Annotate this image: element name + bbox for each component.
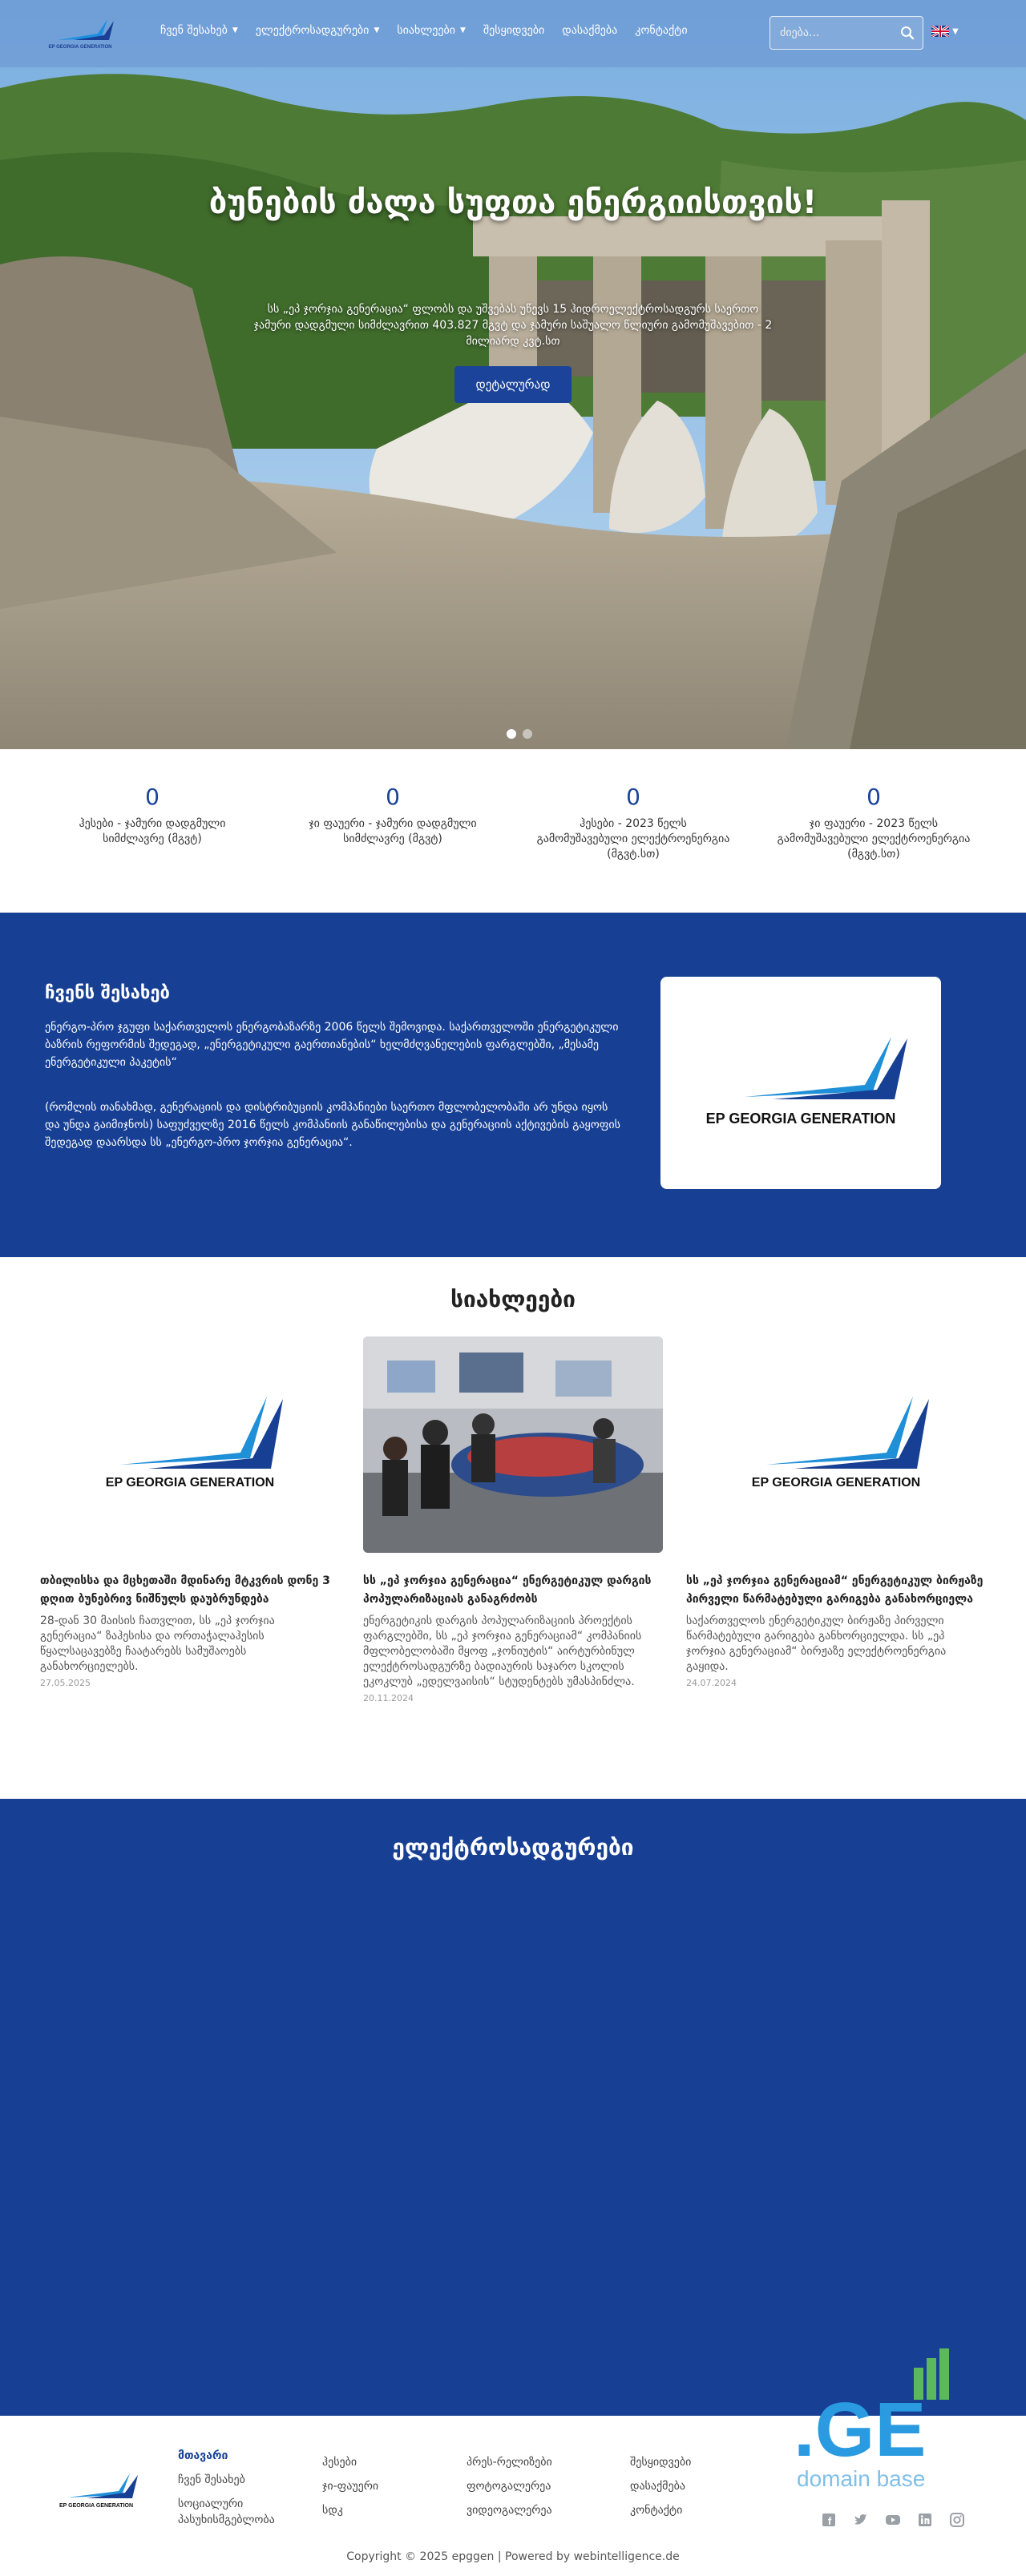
ep-logo[interactable] bbox=[48, 2470, 144, 2510]
about-section bbox=[0, 913, 1026, 1257]
stat-label: ჯი ფაუერი - ჯამური დადგმული სიმძლავრე (მგვტ) bbox=[309, 817, 477, 845]
logo-wordmark: EP GEORGIA GENERATION bbox=[105, 1476, 275, 1490]
hero-title: ბუნების ძალა სუფთა ენერგიისთვის! bbox=[208, 184, 818, 221]
footer-link-gpower[interactable]: ჯი-ფაუერი bbox=[322, 2480, 379, 2493]
linkedin-icon[interactable] bbox=[917, 2512, 933, 2528]
site-header bbox=[0, 0, 1026, 67]
facebook-icon[interactable] bbox=[821, 2512, 837, 2528]
news-date: 20.11.2024 bbox=[363, 1693, 414, 1703]
footer-link-csr[interactable]: სოციალური პასუხისმგებლობა bbox=[178, 2497, 275, 2526]
stat-value: 0 bbox=[626, 784, 640, 810]
footer-link-photo[interactable]: ფოტოგალერეა bbox=[467, 2480, 551, 2493]
stat-value: 0 bbox=[386, 784, 400, 810]
uk-flag-icon bbox=[931, 26, 949, 37]
language-switcher[interactable] bbox=[931, 26, 959, 37]
news-headline[interactable]: სს „ეპ ჯორჯია გენერაციამ“ ენერგეტიკულ ბირჟაზე პირველი წარმატებული გარიგება განახორციელა bbox=[686, 1574, 984, 1606]
news-excerpt: ენერგეტიკის დარგის პოპულარიზაციის პროექტის ფარგლებში, სს „ეპ ჯორჯია გენერაციამ“ კომპანიის მფლობელობაში მყოფ „ჯონიუტის“ აირტურბინულ ელექტროსადგურზე ბადიაურის საჯარო სკოლის ეკოკლუბ „ედელვაისის“ სტუდენტებს უმასპინძლა. bbox=[363, 1615, 642, 1688]
news-image[interactable] bbox=[686, 1336, 986, 1553]
ep-logo[interactable] bbox=[42, 16, 119, 51]
domain-base-badge[interactable] bbox=[794, 2336, 970, 2480]
footer-col-stations bbox=[322, 2454, 378, 2518]
main-nav bbox=[160, 24, 688, 37]
slider-dot-1[interactable] bbox=[507, 729, 516, 739]
social-links bbox=[821, 2512, 965, 2528]
news-image[interactable] bbox=[40, 1336, 340, 1553]
footer-link-sdk[interactable]: სდკ bbox=[322, 2504, 343, 2517]
ep-logo bbox=[677, 1021, 925, 1141]
domain-caption: domain base bbox=[797, 2466, 926, 2491]
stat-item bbox=[32, 781, 273, 893]
chevron-down-icon: ▼ bbox=[374, 26, 380, 34]
footer-link-hpp[interactable]: ჰესები bbox=[322, 2456, 357, 2469]
instagram-icon[interactable] bbox=[949, 2512, 965, 2528]
news-grid bbox=[40, 1336, 986, 1753]
about-paragraph: ენერგო-პრო ჯგუფი საქართველოს ენერგობაზარზე 2006 წელს შემოვიდა. საქართველოში ენერგეტიკული ბაზრის რეფორმის შედეგად, „ენერგეტიკული გაერთიანების“ ხელმძღვანელების ფარგლებში, „მესამე ენერგეტიკული პაკეტის“ bbox=[45, 1021, 619, 1069]
logo-wordmark: EP GEORGIA GENERATION bbox=[48, 45, 112, 50]
logo-wordmark: EP GEORGIA GENERATION bbox=[59, 2503, 134, 2509]
slider-dots bbox=[507, 729, 532, 739]
footer-link-contact[interactable]: კონტაქტი bbox=[630, 2504, 683, 2517]
stat-item bbox=[753, 781, 994, 893]
stat-item bbox=[513, 781, 753, 893]
ep-logo bbox=[40, 1336, 340, 1553]
hero-description: სს „ეპ ჯორჯია გენერაცია“ ფლობს და უშვებას უწევს 15 ჰიდროელექტროსადგურს საერთო ჯამური დადგმული სიმძლავრით 403.827 მგვტ და ჯამური საშუალო წლიური გამომუშავებით - 2 მილიარდ კვტ.სთ bbox=[253, 303, 773, 348]
nav-stations[interactable]: ელექტროსადგურები ▼ bbox=[255, 24, 380, 37]
footer-link-careers[interactable]: დასაქმება bbox=[630, 2480, 685, 2493]
news-date: 24.07.2024 bbox=[686, 1678, 737, 1688]
stations-title: ელექტროსადგურები bbox=[392, 1834, 634, 1860]
classroom-photo bbox=[363, 1336, 663, 1553]
footer-col-main bbox=[178, 2448, 298, 2528]
stat-label: ჰესები - 2023 წელს გამომუშავებული ელექტროენერგია (მგვტ.სთ) bbox=[536, 817, 730, 861]
search-input[interactable] bbox=[780, 17, 892, 49]
news-date: 27.05.2025 bbox=[40, 1678, 91, 1688]
stat-item bbox=[273, 781, 513, 893]
nav-procurement[interactable]: შესყიდვები bbox=[483, 24, 545, 37]
slider-dot-2[interactable] bbox=[523, 729, 532, 739]
news-headline[interactable]: თბილისსა და მცხეთაში მდინარე მტკვრის დონე 3 დღით ბუნებრივ ნიშნულს დაუბრუნდება bbox=[40, 1574, 330, 1606]
footer-link-video[interactable]: ვიდეოგალერეა bbox=[467, 2504, 552, 2517]
stations-section bbox=[0, 1799, 1026, 2416]
stat-value: 0 bbox=[866, 784, 881, 810]
footer-link-about[interactable]: ჩვენ შესახებ bbox=[178, 2473, 245, 2486]
stats-section bbox=[32, 781, 994, 893]
footer-col-media bbox=[467, 2454, 552, 2518]
twitter-icon[interactable] bbox=[853, 2512, 869, 2528]
news-card[interactable] bbox=[40, 1336, 340, 1688]
footer-link-home[interactable]: მთავარი bbox=[178, 2449, 228, 2462]
footer-link-press[interactable]: პრეს-რელიზები bbox=[467, 2456, 552, 2469]
stat-label: ჯი ფაუერი - 2023 წელს გამომუშავებული ელექტროენერგია (მგვტ.სთ) bbox=[777, 817, 971, 861]
site-footer bbox=[0, 2387, 1026, 2576]
domain-badge-text: .GE bbox=[794, 2387, 927, 2473]
news-image[interactable] bbox=[363, 1336, 663, 1553]
about-logo-card bbox=[660, 977, 941, 1189]
details-button[interactable]: დეტალურად bbox=[454, 366, 572, 403]
chevron-down-icon: ▼ bbox=[232, 26, 238, 34]
news-headline[interactable]: სს „ეპ ჯორჯია გენერაცია“ ენერგეტიკულ დარგის პოპულარიზაციას განაგრძობს bbox=[363, 1574, 652, 1606]
stat-value: 0 bbox=[145, 784, 160, 810]
logo-wordmark: EP GEORGIA GENERATION bbox=[751, 1476, 921, 1490]
logo-wordmark: EP GEORGIA GENERATION bbox=[705, 1111, 896, 1127]
ep-logo bbox=[686, 1336, 986, 1553]
news-title: სიახლეები bbox=[450, 1286, 576, 1312]
search-box bbox=[770, 16, 923, 50]
nav-careers[interactable]: დასაქმება bbox=[562, 24, 618, 37]
news-card[interactable] bbox=[363, 1336, 663, 1703]
news-card[interactable] bbox=[686, 1336, 986, 1688]
news-excerpt: საქართველოს ენერგეტიკულ ბირჟაზე პირველი წარმატებული გარიგება განხორციელდა. სს „ეპ ჯორჯია გენერაციამ“ ბირჟაზე ელექტროენერგია გაყიდა. bbox=[686, 1615, 947, 1673]
about-title: ჩვენს შესახებ bbox=[45, 983, 170, 1003]
nav-about[interactable]: ჩვენ შესახებ ▼ bbox=[160, 24, 238, 37]
chevron-down-icon: ▼ bbox=[952, 26, 959, 36]
footer-link-procurement[interactable]: შესყიდვები bbox=[630, 2456, 692, 2469]
news-excerpt: 28-დან 30 მაისის ჩათვლით, სს „ეპ ჯორჯია გენერაცია“ ზაჰესისა და ორთაჭალაჰესის წყალსაცავებზე ჩაატარებს სამუშაოებს განახორციელებს. bbox=[40, 1615, 275, 1673]
youtube-icon[interactable] bbox=[885, 2512, 901, 2528]
svg-text:f: f bbox=[827, 2515, 832, 2527]
chevron-down-icon: ▼ bbox=[459, 26, 466, 34]
about-paragraph: (რომლის თანახმად, გენერაციის და დისტრიბუციის კომპანიები საერთო მფლობელობაში არ უნდა იყოს და უნდა გაიმიჯნოს) საფუძველზე 2016 წელს კომპანიის განაწილებისა და გენერაციის აქტივების გაყოფის შედეგად დაარსდა სს „ენერგო-პრო ჯორჯია გენერაცია“. bbox=[45, 1101, 620, 1149]
nav-news[interactable]: სიახლეები ▼ bbox=[397, 24, 466, 37]
hero-slider bbox=[0, 0, 1026, 749]
footer-col-other bbox=[630, 2454, 691, 2518]
nav-contact[interactable]: კონტაქტი bbox=[635, 24, 688, 37]
copyright: Copyright © 2025 epggen | Powered by webintelligence.de bbox=[346, 2550, 680, 2563]
stat-label: ჰესები - ჯამური დადგმული სიმძლავრე (მგვტ) bbox=[79, 817, 226, 845]
search-icon[interactable] bbox=[900, 26, 915, 40]
